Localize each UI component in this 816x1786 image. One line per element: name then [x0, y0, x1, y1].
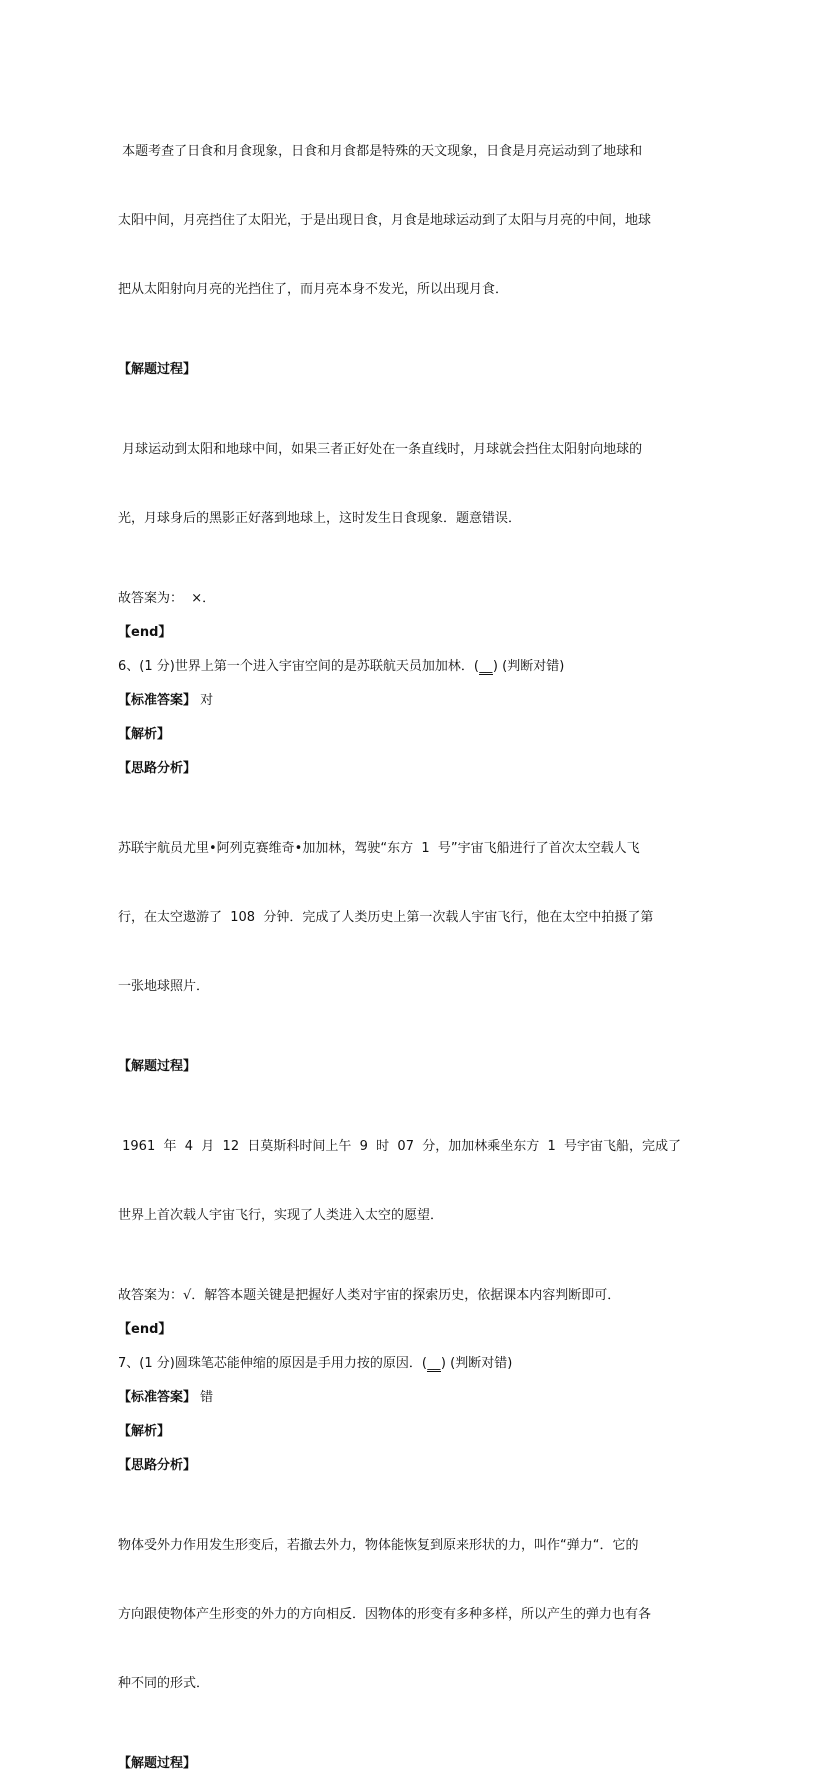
text-line: 一张地球照片． — [118, 979, 210, 994]
q7-process-label: 【解题过程】 — [118, 1756, 197, 1771]
question-number: 6、 — [118, 659, 140, 674]
answer-blank: __ — [479, 659, 493, 674]
question-score: (1 分) — [139, 1356, 175, 1371]
q5-process-label: 【解题过程】 — [118, 362, 197, 377]
standard-answer-value: 对 — [196, 693, 214, 708]
q6-analysis-label: 【解析】 — [118, 727, 171, 742]
text-line: 月球运动到太阳和地球中间，如果三者正好处在一条直线时，月球就会挡住太阳射向地球的 — [118, 442, 643, 457]
question-text: 世界上第一个进入宇宙空间的是苏联航天员加加林．( — [174, 659, 479, 674]
answer-blank: __ — [427, 1356, 441, 1371]
text-line: 苏联宇航员尤里•阿列克赛维奇•加加林，驾驶“东方 1 号”宇宙飞船进行了首次太空载人飞 — [118, 841, 640, 856]
q7-thinking — [118, 1488, 700, 1741]
question-instruction: ) (判断对错) — [440, 1356, 513, 1371]
q5-end-marker: 【end】 — [118, 625, 172, 640]
q6-process — [118, 1089, 700, 1273]
question-number: 7、 — [118, 1356, 140, 1371]
q6-process-label: 【解题过程】 — [118, 1059, 197, 1074]
q6-standard-answer — [118, 689, 700, 712]
text-line: 种不同的形式． — [118, 1676, 210, 1691]
text-line: 1961 年 4 月 12 日莫斯科时间上午 9 时 07 分，加加林乘坐东方 1 号宇宙飞船，完成了 — [118, 1139, 682, 1154]
standard-answer-label: 【标准答案】 — [118, 693, 197, 708]
text-line: 世界上首次载人宇宙飞行，实现了人类进入太空的愿望． — [118, 1208, 444, 1223]
question-7 — [118, 1352, 700, 1375]
text-line: 方向跟使物体产生形变的外力的方向相反．因物体的形变有多种多样，所以产生的弹力也有各 — [118, 1607, 652, 1622]
text-line: 太阳中间，月亮挡住了太阳光，于是出现日食，月食是地球运动到了太阳与月亮的中间，地球 — [118, 213, 652, 228]
q7-thinking-label: 【思路分析】 — [118, 1458, 197, 1473]
text-line: 物体受外力作用发生形变后，若撤去外力，物体能恢复到原来形状的力，叫作“弹力“．它的 — [118, 1538, 639, 1553]
q7-analysis-label: 【解析】 — [118, 1424, 171, 1439]
question-instruction: ) (判断对错) — [492, 659, 565, 674]
q6-end-marker: 【end】 — [118, 1322, 172, 1337]
standard-answer-value: 错 — [196, 1390, 214, 1405]
q5-process — [118, 392, 700, 576]
question-6 — [118, 655, 700, 678]
q6-answer: 故答案为：√．解答本题关键是把握好人类对宇宙的探索历史，依据课本内容判断即可． — [118, 1288, 621, 1303]
q6-thinking-label: 【思路分析】 — [118, 761, 197, 776]
q7-standard-answer — [118, 1386, 700, 1409]
text-line: 行，在太空遨游了 108 分钟．完成了人类历史上第一次载人宇宙飞行，他在太空中拍摄了第 — [118, 910, 654, 925]
question-score: (1 分) — [139, 659, 175, 674]
document-page — [118, 94, 700, 1786]
text-line: 光，月球身后的黑影正好落到地球上，这时发生日食现象．题意错误． — [118, 511, 522, 526]
question-text: 圆珠笔芯能伸缩的原因是手用力按的原因．( — [174, 1356, 427, 1371]
q5-answer: 故答案为： ×． — [118, 591, 216, 606]
text-line: 本题考查了日食和月食现象，日食和月食都是特殊的天文现象，日食是月亮运动到了地球和 — [118, 144, 643, 159]
analysis-intro — [118, 94, 700, 347]
q6-thinking — [118, 791, 700, 1044]
text-line: 把从太阳射向月亮的光挡住了，而月亮本身不发光，所以出现月食． — [118, 282, 509, 297]
standard-answer-label: 【标准答案】 — [118, 1390, 197, 1405]
